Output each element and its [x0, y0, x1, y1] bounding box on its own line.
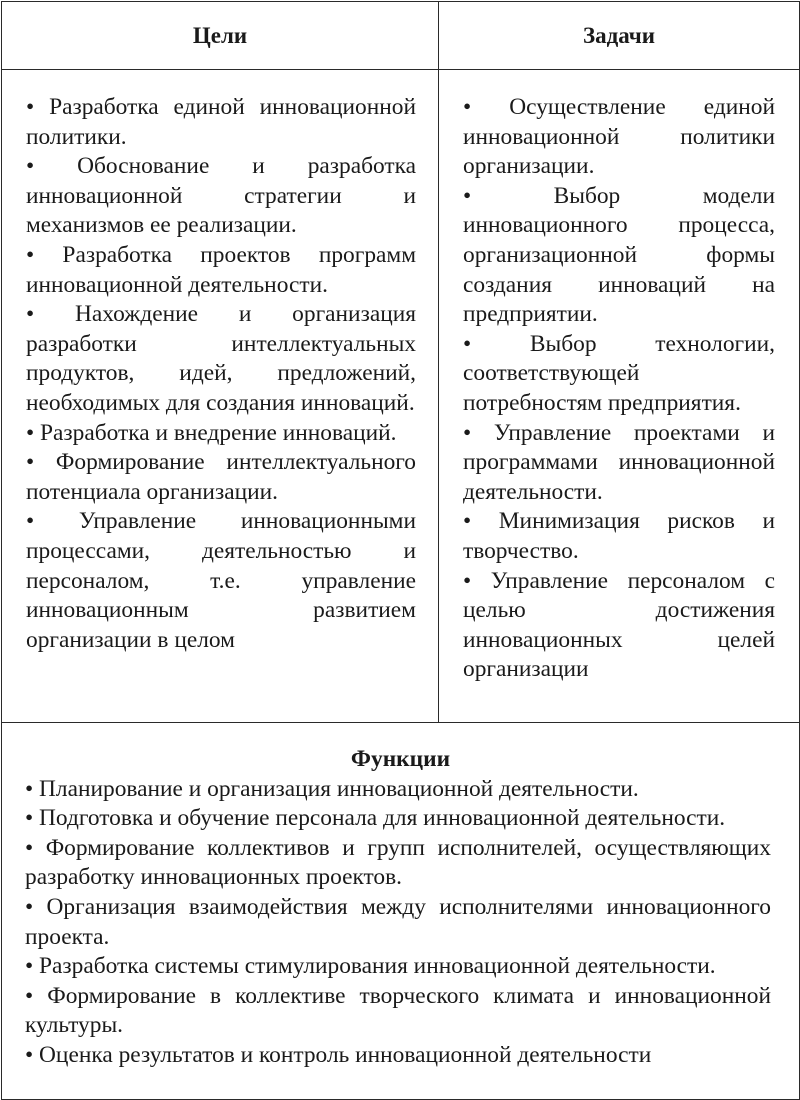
- goal-item: • Разработка проектов программ инновационной деятельности.: [26, 241, 416, 298]
- task-item: • Управление проектами и программами инновационной деятельности.: [463, 419, 775, 505]
- goal-item: • Управление инновационными процессами, деятельностью и персоналом, т.е. управление инновационным развитием организации в целом: [26, 508, 416, 653]
- task-item: • Выбор технологии, соответствующей потребностям предприятия.: [463, 330, 775, 416]
- goal-item: • Нахождение и организация разработки интеллектуальных продуктов, идей, предложений, необходимых для создания инноваций.: [26, 301, 416, 416]
- function-item: • Планирование и организация инновационной деятельности.: [25, 775, 639, 802]
- header-row: [2, 2, 800, 70]
- tasks-list: [439, 70, 799, 685]
- function-item: • Подготовка и обучение персонала для инновационной деятельности.: [25, 805, 726, 832]
- goal-item: • Разработка и внедрение инноваций.: [26, 419, 397, 446]
- function-item: • Разработка системы стимулирования инновационной деятельности.: [25, 953, 716, 980]
- functions-row: [2, 723, 800, 1100]
- task-item: • Выбор модели инновационного процесса, организационной формы создания инноваций на предприятии.: [463, 182, 775, 328]
- goals-cell: [2, 70, 439, 723]
- goals-header: Цели: [2, 2, 439, 70]
- function-item: • Организация взаимодействия между исполнителями инновационного проекта.: [25, 893, 771, 950]
- goal-item: • Обоснование и разработка инновационной стратегии и механизмов ее реализации.: [26, 153, 416, 239]
- content-row: [2, 70, 800, 723]
- functions-list: [2, 775, 799, 1071]
- goals-list: [2, 70, 438, 655]
- task-item: • Осуществление единой инновационной политики организации.: [463, 94, 775, 180]
- tasks-cell: [439, 70, 800, 723]
- task-item: • Минимизация рисков и творчество.: [463, 508, 775, 564]
- task-item: • Управление персоналом с целью достижения инновационных целей организации: [463, 567, 775, 683]
- function-item: • Формирование коллективов и групп исполнителей, осуществляющих разработку инновационных проектов.: [25, 834, 771, 891]
- functions-cell: [2, 723, 800, 1100]
- table: [1, 1, 800, 1100]
- goal-item: • Формирование интеллектуального потенциала организации.: [26, 449, 416, 505]
- goal-item: • Разработка единой инновационной политики.: [26, 94, 416, 150]
- function-item: • Формирование в коллективе творческого климата и инновационной культуры.: [25, 982, 771, 1039]
- tasks-header: Задачи: [439, 2, 800, 70]
- functions-title: Функции: [350, 746, 451, 772]
- function-item: • Оценка результатов и контроль инновационной деятельности: [25, 1041, 652, 1068]
